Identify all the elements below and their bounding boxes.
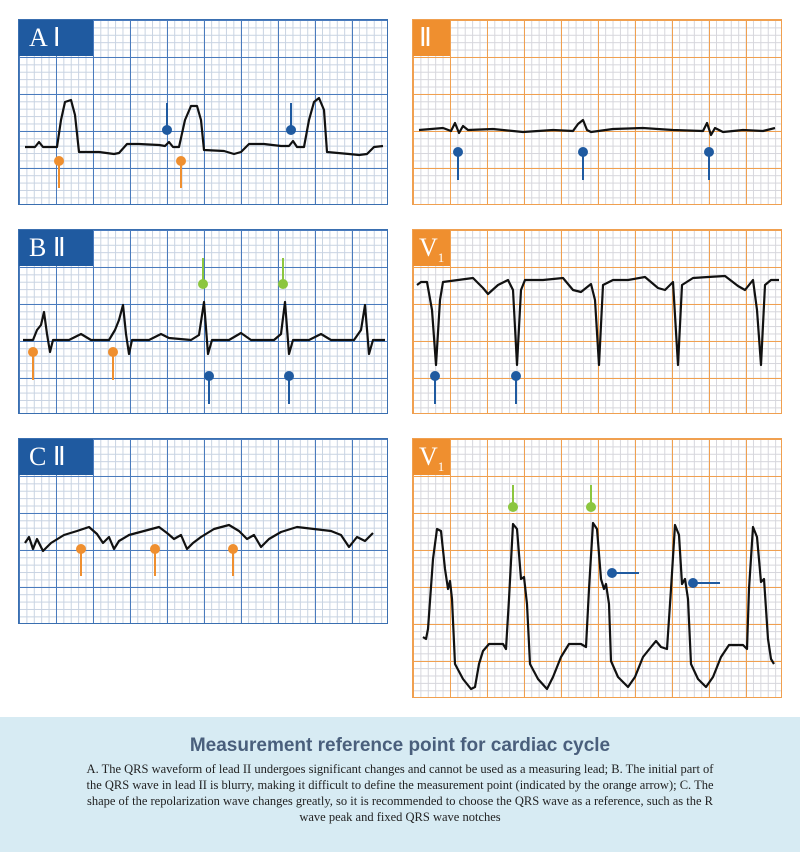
blue-marker — [607, 568, 639, 578]
ecg-trace — [25, 98, 383, 155]
lead-name: V — [419, 233, 438, 262]
panel-a-lead-i — [18, 19, 388, 205]
ecg-trace — [419, 120, 775, 135]
caption-box — [0, 717, 800, 852]
ecg-trace-svg — [19, 439, 389, 625]
blue-marker — [284, 371, 294, 404]
orange-marker — [108, 347, 118, 380]
green-marker — [198, 258, 208, 289]
orange-marker — [150, 544, 160, 576]
blue-marker — [578, 147, 588, 180]
ecg-trace-svg — [413, 20, 783, 206]
green-marker — [508, 485, 518, 512]
panel-letter: B — [29, 233, 47, 262]
panel-b-lead-v1 — [412, 229, 782, 414]
blue-marker — [511, 371, 521, 404]
lead-subscript: 1 — [437, 459, 445, 475]
lead-name: Ⅱ — [52, 442, 66, 471]
blue-marker — [204, 371, 214, 404]
ecg-trace-svg — [413, 439, 783, 699]
ecg-trace-svg — [19, 20, 389, 206]
lead-name: Ⅱ — [52, 233, 66, 262]
ecg-trace — [423, 523, 774, 689]
panel-a-lead-ii — [412, 19, 782, 205]
panel-letter: C — [29, 442, 47, 471]
blue-marker — [453, 147, 463, 180]
orange-marker — [54, 156, 64, 188]
blue-marker — [688, 578, 720, 588]
lead-name: Ⅱ — [419, 23, 432, 52]
panel-letter: A — [29, 23, 47, 52]
ecg-trace-svg — [413, 230, 783, 415]
blue-marker — [286, 103, 296, 135]
blue-marker — [704, 147, 714, 180]
green-marker — [278, 258, 288, 289]
lead-name: Ⅰ — [52, 23, 61, 52]
blue-marker — [162, 103, 172, 135]
ecg-trace-svg — [19, 230, 389, 415]
panel-c-lead-ii — [18, 438, 388, 624]
panel-c-lead-v1 — [412, 438, 782, 698]
orange-marker — [176, 156, 186, 188]
blue-marker — [430, 371, 440, 404]
orange-marker — [76, 544, 86, 576]
caption-text: A. The QRS waveform of lead II undergoes significant changes and cannot be used as a measuring lead; B. The initial part of the QRS wave in lead II is blurry, making it difficult to define the measurement point (indicated by the orange arrow); C. The shape of the repolarization wave changes greatly, so it is recommended to choose the QRS wave as a reference, such as the R wave peak and fixed QRS wave notches — [86, 762, 714, 824]
ecg-trace — [23, 302, 385, 354]
orange-marker — [28, 347, 38, 380]
lead-subscript: 1 — [437, 250, 445, 266]
green-marker — [586, 485, 596, 512]
orange-marker — [228, 544, 238, 576]
panel-b-lead-ii — [18, 229, 388, 414]
ecg-trace — [417, 276, 779, 365]
lead-name: V — [419, 442, 438, 471]
caption-title: Measurement reference point for cardiac cycle — [189, 735, 611, 756]
